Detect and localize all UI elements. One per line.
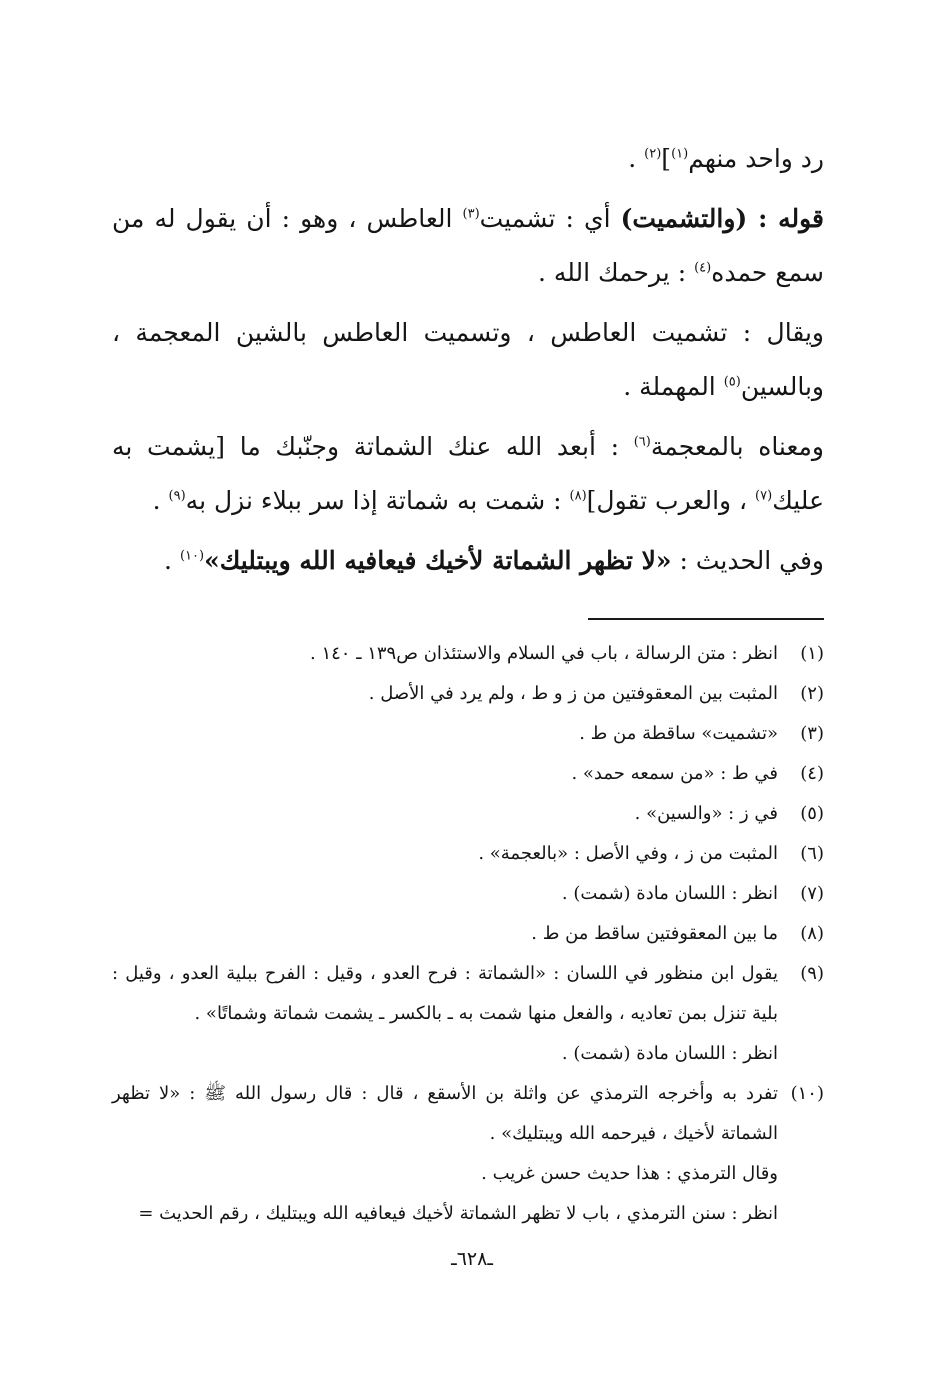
p5-text-a: وفي الحديث : [671,546,824,575]
p1-text-a: رد واحد منهم [688,144,824,173]
p4-text-c: ، والعرب تقول] [586,486,756,515]
main-text [112,132,824,588]
footnote-ref-3: (٣) [462,206,480,222]
footnote-ref-2: (٢) [644,146,662,162]
footnote-ref-1: (١) [671,146,689,162]
footnotes [112,634,824,1234]
footnote-ref-8: (٨) [569,488,587,504]
p4-text-e: . [152,486,169,515]
footnote-text [112,874,778,914]
paragraph-3 [112,306,824,414]
footnote-number: (٨) [800,923,824,944]
footnote-5 [112,794,824,834]
hadith-quote: «لا تظهر الشماتة لأخيك فيعافيه الله ويبتليك» [204,546,672,575]
footnote-line: تفرد به وأخرجه الترمذي عن واثلة بن الأسقع ، قال : قال رسول الله ﷺ : «لا تظهر الشماتة لأخيك ، فيرحمه الله ويبتليك» . [112,1083,778,1144]
footnote-ref-4: (٤) [694,260,712,276]
paragraph-1 [112,132,824,186]
p2-heading: قوله : (والتشميت) [620,204,824,233]
footnote-line: «تشميت» ساقطة من ط . [579,723,778,744]
footnote-text [112,794,778,834]
paragraph-4 [112,420,824,528]
footnote-line: انظر : اللسان مادة (شمت) . [561,1043,778,1064]
paragraph-5 [112,534,824,588]
paragraph-2 [112,192,824,300]
p4-text-a: ومعناه بالمعجمة [650,432,824,461]
p3-text-a: ويقال : تشميت العاطس ، وتسميت العاطس بالشين المعجمة ، وبالسين [112,318,824,401]
footnote-ref-5: (٥) [723,374,741,390]
footnote-ref-10: (١٠) [179,548,205,564]
footnote-10 [112,1074,824,1234]
footnote-number: (٩) [800,963,824,984]
footnote-2 [112,674,824,714]
footnote-4 [112,754,824,794]
footnote-text [112,634,778,674]
footnote-line: في ز : «والسين» . [634,803,778,824]
footnote-separator [588,618,824,620]
p4-text-b: : أبعد الله عنك الشماتة وجنّبك ما [يشمت به عليك [112,432,824,515]
footnote-number: (١٠) [790,1083,824,1104]
footnote-9 [112,954,824,1074]
footnote-number: (٥) [800,803,824,824]
footnote-line: المثبت من ز ، وفي الأصل : «بالعجمة» . [478,843,778,864]
footnote-text [112,674,778,714]
p1-text-b: ] [661,144,672,173]
footnote-3 [112,714,824,754]
footnote-number: (٧) [800,883,824,904]
p2-text-b: العاطس ، وهو : أن يقول له من سمع حمده [112,204,824,287]
footnote-6 [112,834,824,874]
footnote-line: انظر : متن الرسالة ، باب في السلام والاستئذان ص١٣٩ ـ ١٤٠ . [310,643,778,664]
footnote-ref-7: (٧) [755,488,773,504]
footnote-number: (٢) [800,683,824,704]
footnote-number: (٤) [800,763,824,784]
p3-text-b: المهملة . [623,372,724,401]
footnote-ref-9: (٩) [168,488,186,504]
p2-text-a: أي : تشميت [479,204,621,233]
footnote-1 [112,634,824,674]
footnote-line: ما بين المعقوفتين ساقط من ط . [531,923,778,944]
footnote-number: (٦) [800,843,824,864]
footnote-text [112,834,778,874]
footnote-text [112,1074,778,1234]
footnote-line: المثبت بين المعقوفتين من ز و ط ، ولم يرد في الأصل . [368,683,778,704]
page-content [112,132,824,1234]
footnote-line: في ط : «من سمعه حمد» . [571,763,778,784]
p4-text-d: : شمت به شماتة إذا سر ببلاء نزل به [185,486,570,515]
footnote-text [112,714,778,754]
footnote-text [112,754,778,794]
footnote-line: انظر : سنن الترمذي ، باب لا تظهر الشماتة لأخيك فيعافيه الله ويبتليك ، رقم الحديث = [138,1203,778,1224]
footnote-text [112,914,778,954]
footnote-line: انظر : اللسان مادة (شمت) . [561,883,778,904]
footnote-number: (٣) [800,723,824,744]
footnote-number: (١) [800,643,824,664]
footnote-line: يقول ابن منظور في اللسان : «الشماتة : فرح العدو ، وقيل : الفرح ببلية العدو ، وقيل : بلية تنزل بمن تعاديه ، والفعل منها شمت به ـ بالكسر ـ يشمت شماتة وشماتًا» . [112,963,778,1024]
footnote-line: وقال الترمذي : هذا حديث حسن غريب . [481,1163,778,1184]
p1-text-c: . [628,144,645,173]
p2-text-c: : يرحمك الله . [537,258,695,287]
p5-text-b: . [164,546,180,575]
footnote-text [112,954,778,1074]
footnote-ref-6: (٦) [633,434,651,450]
footnote-7 [112,874,824,914]
footnote-8 [112,914,824,954]
page-number: ـ٦٢٨ـ [451,1248,493,1270]
